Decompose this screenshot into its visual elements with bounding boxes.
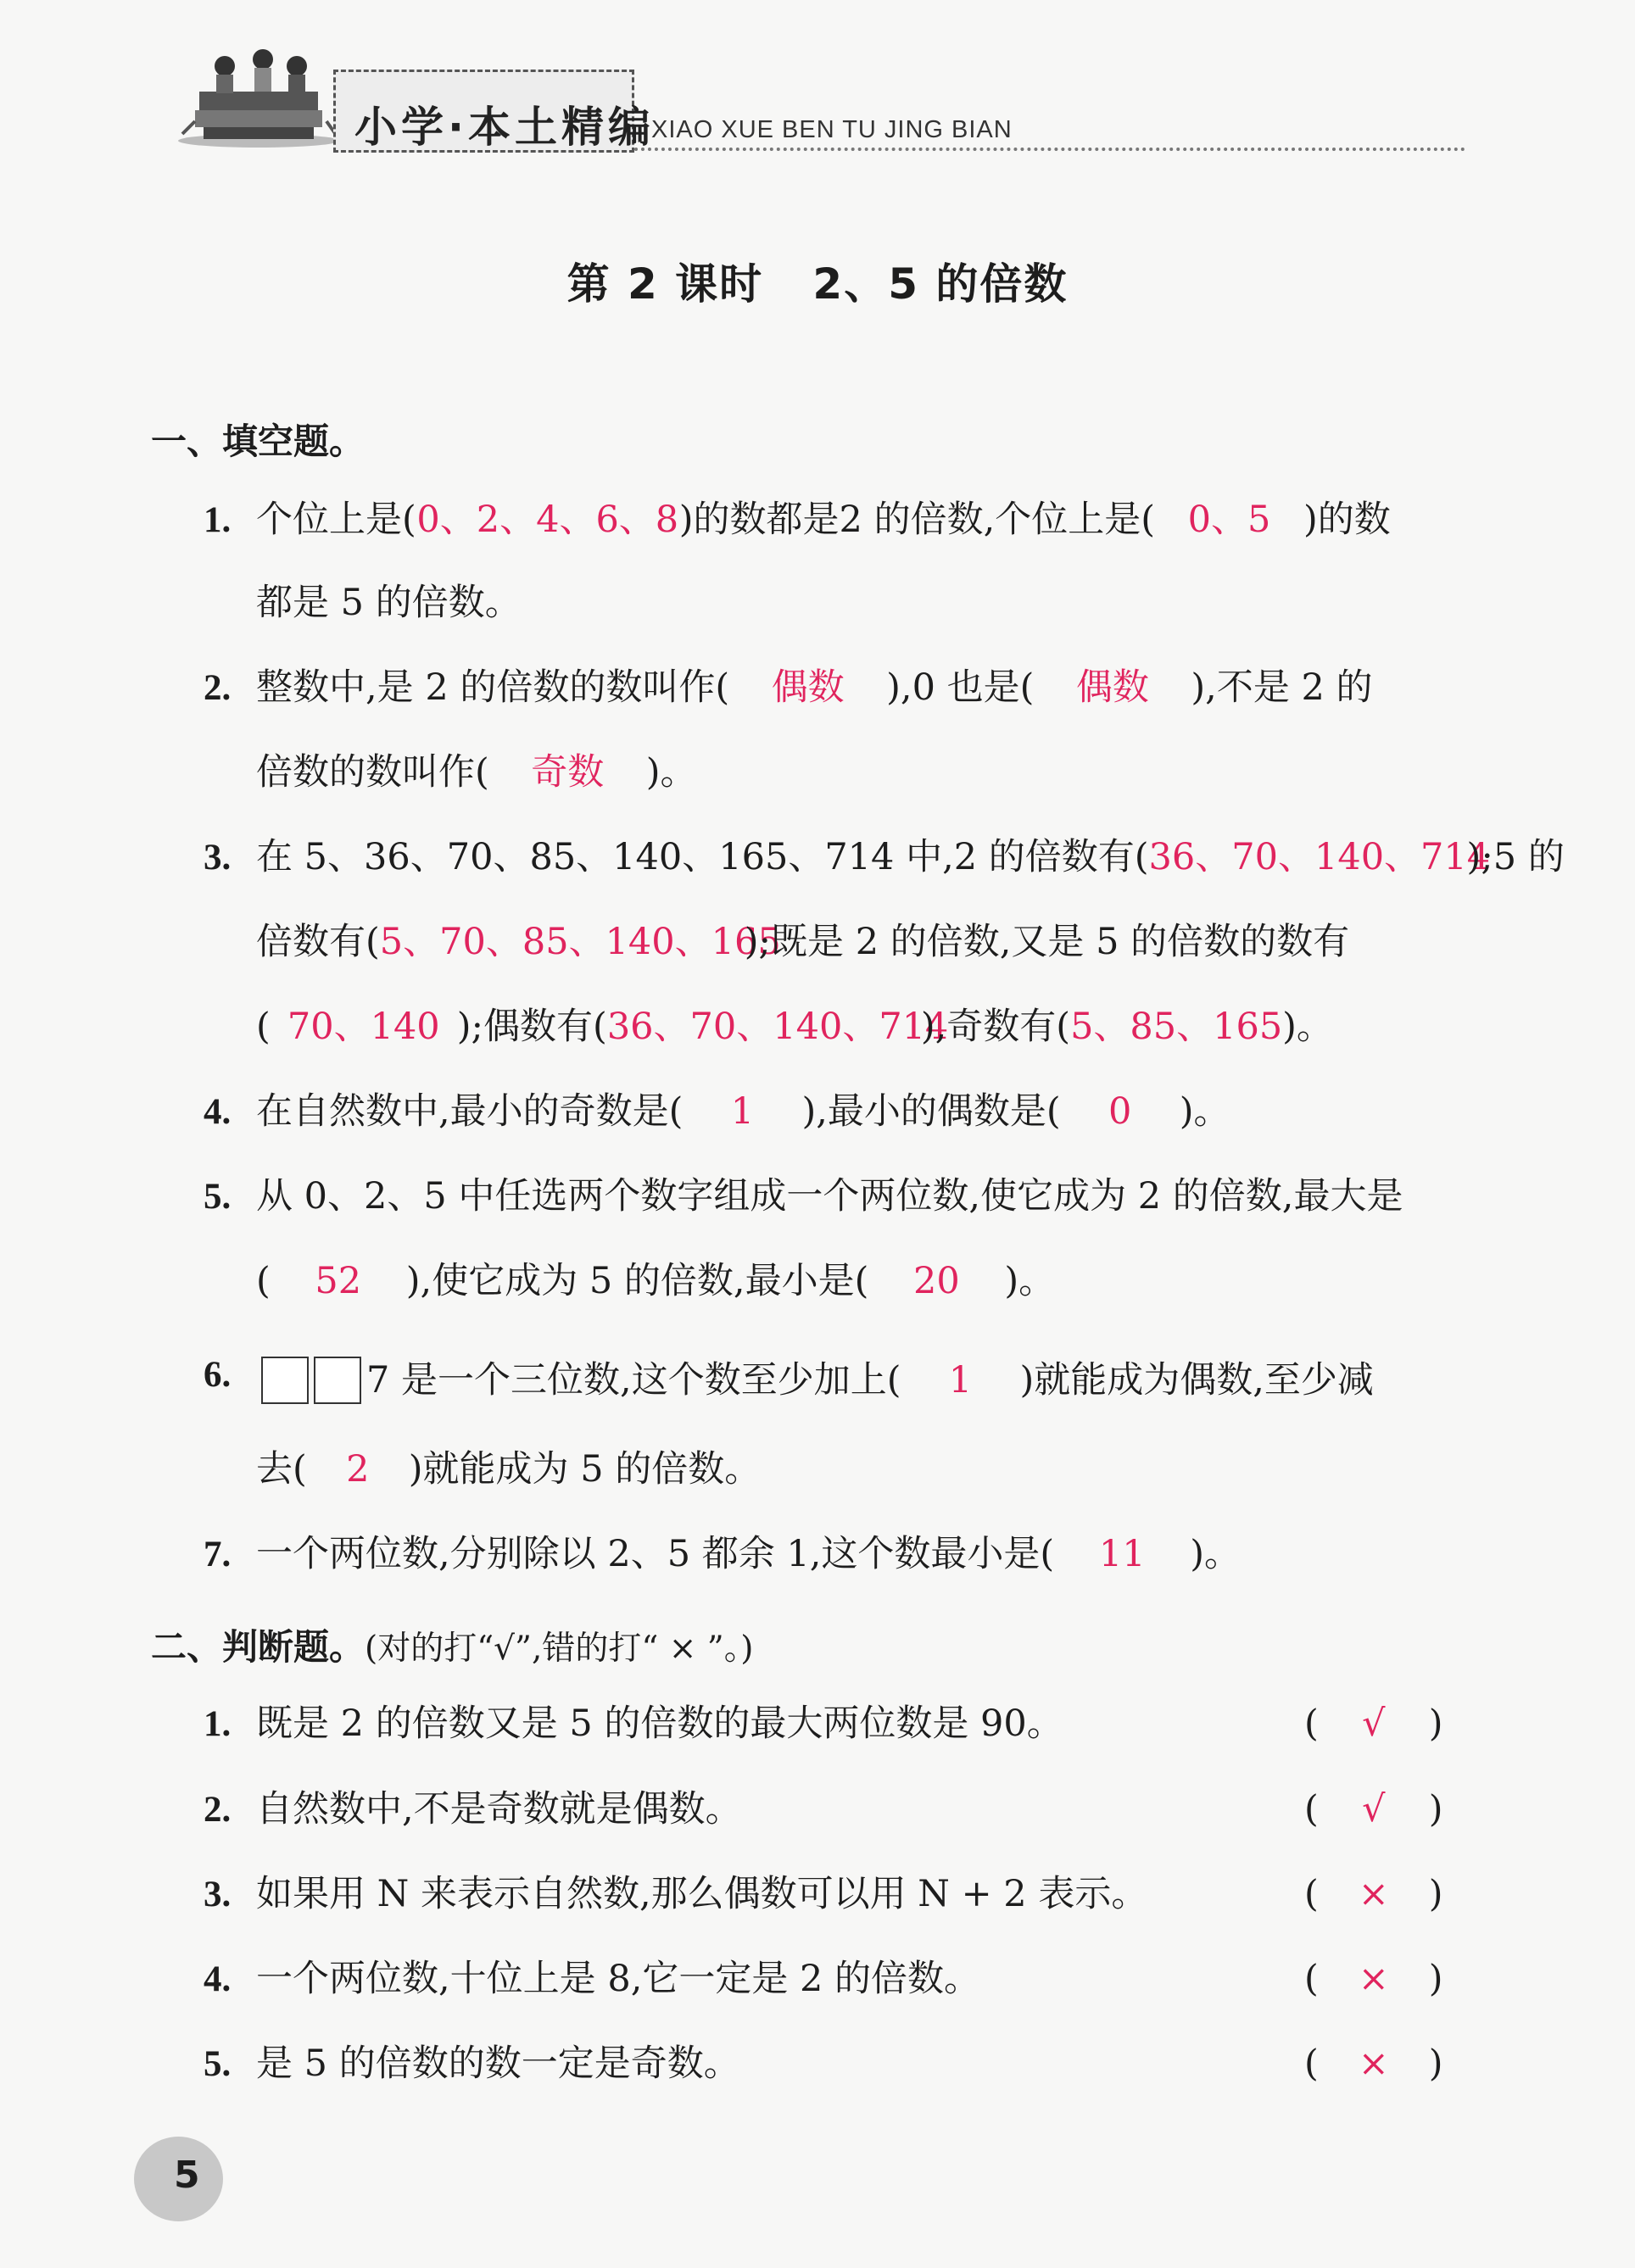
q7-answer1: 11 [1098,1533,1146,1575]
q2-number: 2. [204,668,232,708]
q3-answer4: 36、70、140、714 [606,1006,949,1048]
header-pinyin: XIAO XUE BEN TU JING BIAN [651,116,1013,143]
judge-answer-bracket: ( √ ) [1304,1788,1443,1831]
section-true-false-title: 二、判断题。(对的打“√”,错的打“ × ”。) [151,1626,754,1668]
judge-answer-bracket: ( × ) [1304,1958,1443,2000]
header-dotted-rule [634,148,1465,151]
q5-line1: 从 0、2、5 中任选两个数字组成一个两位数,使它成为 2 的倍数,最大是 [256,1175,1403,1218]
judge-statement: 是 5 的倍数的数一定是奇数。 [256,2042,740,2085]
q1-answer1: 0、2、4、6、8 [416,499,679,541]
judge-answer: √ [1362,1702,1386,1745]
q4-number: 4. [204,1092,232,1132]
judge-answer-bracket: ( × ) [1304,1873,1443,1915]
q4-line1: 在自然数中,最小的奇数是( 1 ),最小的偶数是( 0 )。 [256,1090,1230,1133]
judge-statement: 一个两位数,十位上是 8,它一定是 2 的倍数。 [256,1958,981,2000]
judge-answer: × [1358,1873,1389,1915]
q4-answer2: 0 [1108,1090,1132,1133]
q2-answer3: 奇数 [531,751,605,794]
judge-answer-bracket: ( √ ) [1304,1702,1443,1745]
judge-number: 5. [204,2044,232,2084]
q3-number: 3. [204,838,232,878]
q7-line1: 一个两位数,分别除以 2、5 都余 1,这个数最小是( 11 )。 [256,1533,1241,1575]
q2-answer2: 偶数 [1075,666,1149,709]
q3-line2: 倍数有(5、70、85、140、165);既是 2 的倍数,又是 5 的倍数的数有 [256,921,1350,963]
digit-box-tens [314,1357,361,1404]
q4-answer1: 1 [730,1090,755,1133]
q1-number: 1. [204,500,232,540]
q5-answer1: 52 [315,1260,362,1302]
q3-answer2: 5、70、85、140、165 [379,921,781,963]
q5-line2: ( 52 ),使它成为 5 的倍数,最小是( 20 )。 [256,1260,1056,1302]
q6-answer1: 1 [948,1359,973,1401]
q3-answer1: 36、70、140、714 [1148,836,1491,878]
section-fill-blank-title: 一、填空题。 [151,421,366,462]
q3-line1: 在 5、36、70、85、140、165、714 中,2 的倍数有(36、70、140、714);5 的 [256,836,1565,878]
judge-answer: × [1358,1958,1389,2000]
q5-number: 5. [204,1177,232,1217]
judge-statement: 既是 2 的倍数又是 5 的倍数的最大两位数是 90。 [256,1702,1063,1745]
page-number: 5 [174,2154,200,2197]
digit-box-hundreds [261,1357,309,1404]
q1-line1: 个位上是(0、2、4、6、8)的数都是2 的倍数,个位上是( 0、5 )的数 [256,499,1391,541]
judge-answer: √ [1362,1788,1386,1831]
q6-answer2: 2 [346,1448,370,1491]
header-title: 小学·本土精编 [354,103,655,152]
q7-number: 7. [204,1535,232,1574]
q6-number: 6. [204,1355,232,1395]
q2-line1: 整数中,是 2 的倍数的数叫作( 偶数 ),0 也是( 偶数 ),不是 2 的 [256,666,1373,709]
judge-statement: 如果用 N 来表示自然数,那么偶数可以用 N + 2 表示。 [256,1873,1148,1915]
q3-answer5: 5、85、165 [1070,1006,1283,1048]
q2-answer1: 偶数 [771,666,845,709]
q6-line2: 去( 2 )就能成为 5 的倍数。 [256,1448,762,1491]
judge-answer: × [1358,2042,1389,2085]
q1-line2: 都是 5 的倍数。 [256,582,522,624]
q3-line3: ( 70、140 );偶数有(36、70、140、714),奇数有(5、85、165)。 [256,1006,1333,1048]
judge-answer-bracket: ( × ) [1304,2042,1443,2085]
lesson-title: 第 2 课时 2、5 的倍数 [566,259,1069,309]
judge-number: 4. [204,1959,232,1999]
header-illustration [174,41,343,151]
section-true-false-note: (对的打“√”,错的打“ × ”。) [365,1630,754,1668]
q1-answer2: 0、5 [1187,499,1271,541]
judge-number: 3. [204,1875,232,1914]
judge-number: 2. [204,1790,232,1830]
q6-line1: 7 是一个三位数,这个数至少加上( 1 )就能成为偶数,至少减 [261,1357,1374,1404]
judge-number: 1. [204,1704,232,1744]
q2-line2: 倍数的数叫作( 奇数 )。 [256,751,697,794]
q3-answer3: 70、140 [287,1006,440,1048]
q5-answer2: 20 [913,1260,960,1302]
judge-statement: 自然数中,不是奇数就是偶数。 [256,1788,742,1831]
